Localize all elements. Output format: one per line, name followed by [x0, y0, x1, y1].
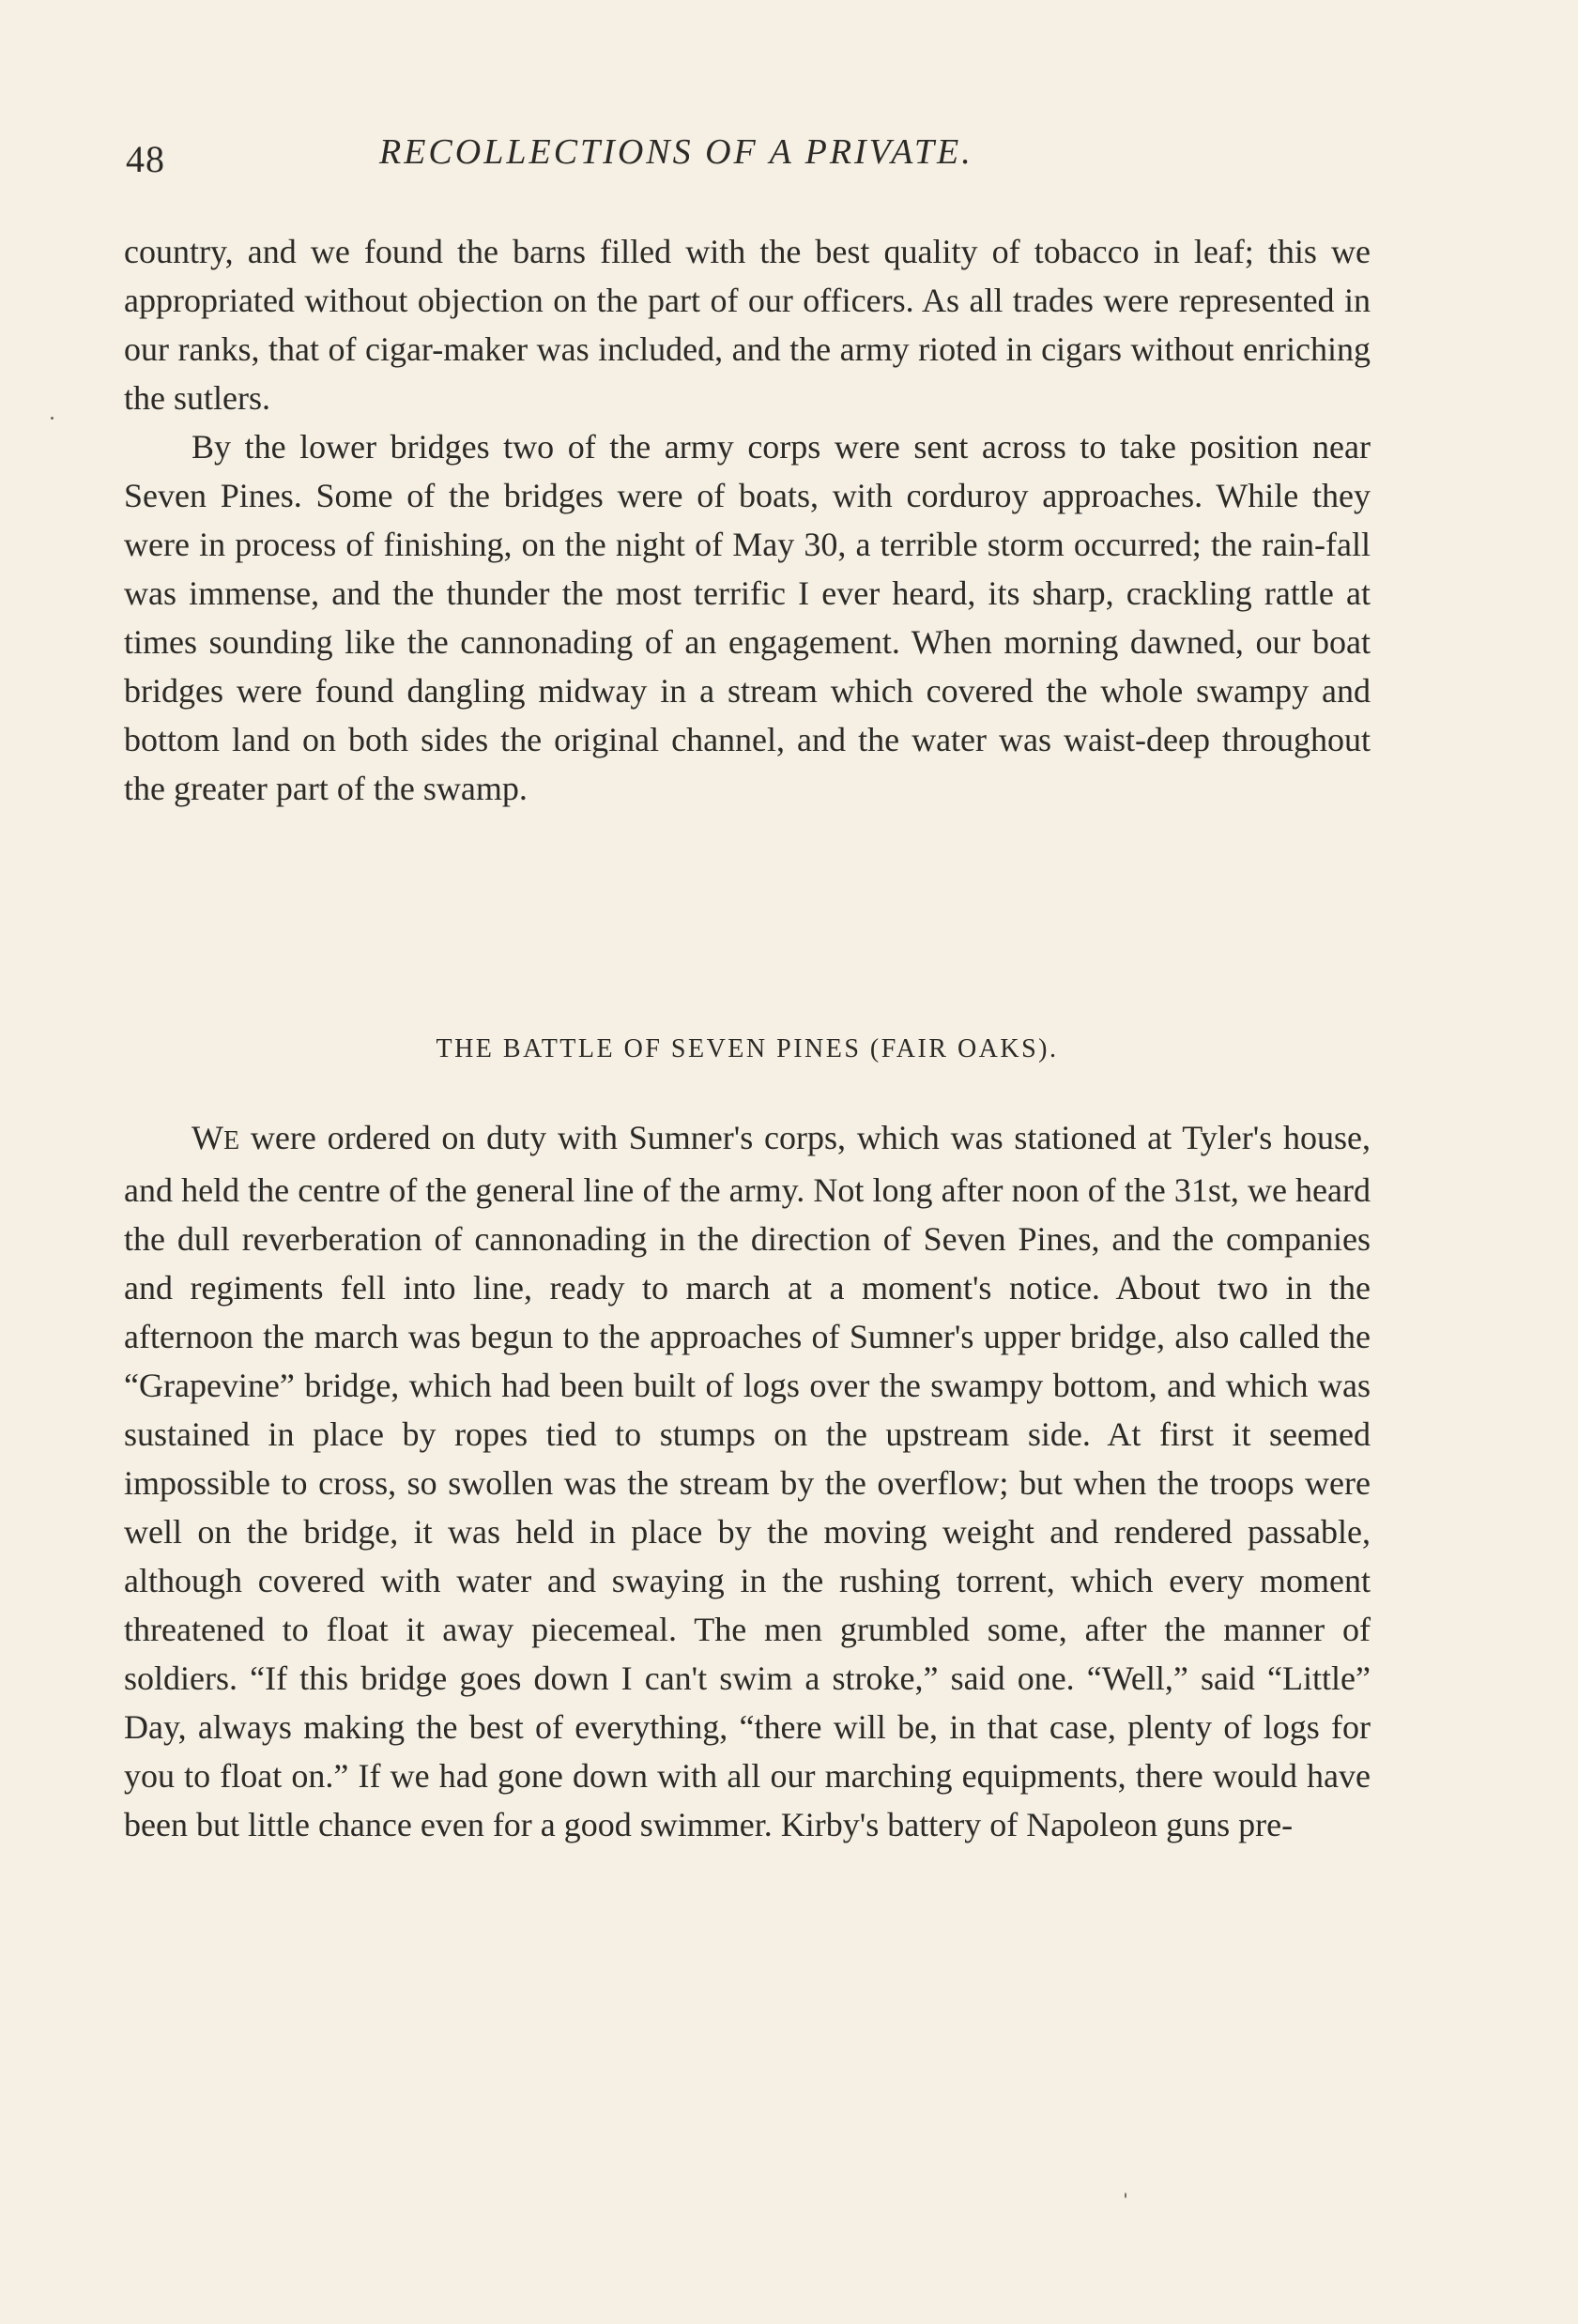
paragraph-tobacco: country, and we found the barns filled with the best quality of tobacco in leaf; this we appropriated without objection on the part of our officers. As all trades were represented in our ranks, that of cigar-maker was included, and the army rioted in cigars without enriching the sutlers. [124, 233, 1371, 417]
page-number: 48 [126, 138, 165, 180]
running-head: RECOLLECTIONS OF A PRIVATE. [379, 132, 973, 172]
body-text-section [124, 1113, 1371, 1849]
paragraph-sumners-corps-body: were ordered on duty with Sumner's corps, which was stationed at Tyler's house, and held the centre of the general line of the army. Not long after noon of the 31st, we heard the dull reverberation of cannonading in the direction of Seven Pines, and the companies and regiments fell into line, ready to march at a moment's notice. About two in the afternoon the march was begun to the approaches of Sumner's upper bridge, also called the “Grapevine” bridge, which had been built of logs over the swampy bottom, and which was sustained in place by ropes tied to stumps on the upstream side. At first it seemed impossible to cross, so swollen was the stream by the overflow; but when the troops were well on the bridge, it was held in place by the moving weight and rendered passable, although covered with water and swaying in the rushing torrent, which every moment threatened to float it away piecemeal. The men grumbled some, after the manner of soldiers. “If this bridge goes down I can't swim a stroke,” said one. “Well,” said “Little” Day, always making the best of everything, “there will be, in that case, plenty of logs for you to float on.” If we had gone down with all our marching equipments, there would have been but little chance even for a good swimmer. Kirby's battery of Napoleon guns pre- [124, 1119, 1371, 1843]
body-text-top [124, 227, 1371, 813]
opening-word [192, 1119, 239, 1156]
opening-capital: W [192, 1119, 223, 1156]
page-header [126, 131, 1393, 188]
paragraph-sumners-corps [124, 1113, 1371, 1849]
opening-small-caps: E [222, 1126, 240, 1155]
paragraph-lower-bridges: By the lower bridges two of the army corps were sent across to take position near Seven Pines. Some of the bridges were of boats, with corduroy approaches. While they were in process of finishing, on the night of May 30, a terrible storm occurred; the rain-fall was immense, and the thunder the most terrific I ever heard, its sharp, crackling rattle at times sounding like the cannonading of an engagement. When morning dawned, our boat bridges were found dangling midway in a stream which covered the whole swampy and bottom land on both sides the original channel, and the water was waist-deep throughout the greater part of the swamp. [124, 428, 1371, 807]
paper-speck [1125, 2193, 1126, 2198]
section-heading: THE BATTLE OF SEVEN PINES (FAIR OAKS). [436, 1034, 1059, 1063]
margin-speck [51, 417, 54, 420]
